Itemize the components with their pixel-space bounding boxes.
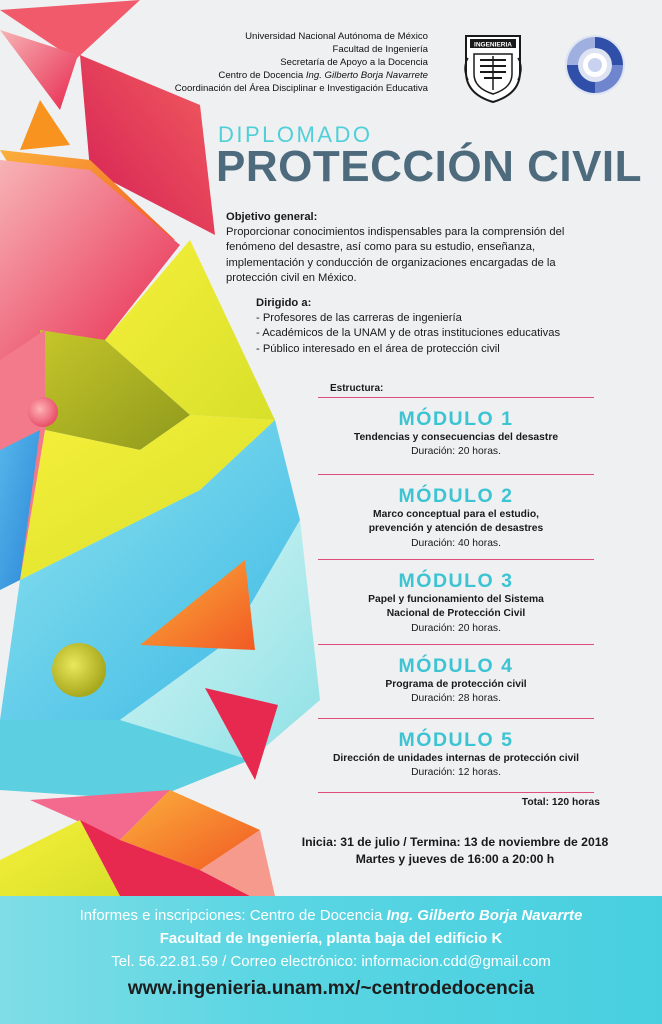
module-name: Papel y funcionamiento del Sistema Nacional de Protección Civil (368, 594, 544, 620)
module-duration: Duración: 40 horas. (411, 537, 501, 549)
contact-footer (0, 896, 662, 1024)
module-name: Marco conceptual para el estudio, prevención y atención de desastres (368, 509, 544, 535)
header-line-5: Coordinación del Área Disciplinar e Investigación Educativa (174, 83, 428, 94)
module-name: Programa de protección civil (385, 679, 527, 690)
institution-header (160, 30, 428, 95)
module-title: MÓDULO 1 (398, 408, 514, 430)
module-title: MÓDULO 2 (398, 485, 514, 507)
module-divider (318, 792, 594, 793)
module-title: MÓDULO 5 (398, 729, 514, 751)
ball-pink (28, 397, 58, 427)
modules-list (318, 397, 594, 793)
module-item (318, 474, 594, 559)
svg-text:INGENIERIA: INGENIERIA (474, 41, 512, 49)
objetivo-section (226, 210, 606, 286)
module-duration: Duración: 20 horas. (411, 622, 501, 634)
module-item (318, 644, 594, 718)
footer-info-line: Informes e inscripciones: Centro de Docencia Ing. Gilberto Borja Navarrte (79, 907, 583, 924)
footer-contact-line: Tel. 56.22.81.59 / Correo electrónico: informacion.cdd@gmail.com (111, 953, 551, 970)
module-item (318, 718, 594, 792)
module-name: Tendencias y consecuencias del desastre (353, 432, 559, 443)
objetivo-text: Proporcionar conocimientos indispensables para la comprensión del fenómeno del desastre, así como para su estudio, enseñanza, implementación y conducción de organizaciones encargadas de la protección civil en México. (226, 226, 565, 284)
page-title: PROTECCIÓN CIVIL (216, 142, 643, 191)
total-hours: Total: 120 horas (521, 797, 600, 808)
dirigido-heading: Dirigido a: (256, 297, 312, 309)
header-line-2: Facultad de Ingeniería (332, 44, 428, 55)
module-duration: Duración: 12 horas. (411, 767, 501, 779)
ball-olive (52, 643, 106, 697)
header-line-1: Universidad Nacional Autónoma de México (245, 31, 428, 42)
objetivo-heading: Objetivo general: (226, 211, 318, 223)
module-item (318, 397, 594, 474)
shape-orange-small (20, 100, 70, 150)
engineering-crest-logo (460, 28, 526, 104)
module-title: MÓDULO 3 (398, 570, 514, 592)
dates-line-1: Inicia: 31 de julio / Termina: 13 de noviembre de 2018 (301, 835, 609, 849)
estructura-label: Estructura: (330, 383, 384, 394)
centro-docencia-logo (562, 32, 628, 98)
schedule-dates (280, 834, 630, 867)
module-duration: Duración: 28 horas. (411, 693, 501, 705)
module-title: MÓDULO 4 (398, 655, 514, 677)
title-diplomado: DIPLOMADO (218, 122, 373, 147)
module-name: Dirección de unidades internas de protección civil (332, 753, 580, 764)
dirigido-section (256, 296, 616, 357)
module-item (318, 559, 594, 644)
dirigido-item: - Profesores de las carreras de ingeniería (256, 312, 462, 325)
dirigido-item: - Académicos de la UNAM y de otras instituciones educativas (256, 327, 561, 340)
footer-url-link[interactable]: www.ingenieria.unam.mx/~centrodedocencia (127, 978, 535, 999)
dates-line-2: Martes y jueves de 16:00 a 20:00 h (355, 851, 555, 866)
dirigido-item: - Público interesado en el área de protección civil (256, 342, 500, 355)
footer-location-line: Facultad de Ingeniería, planta baja del edificio K (159, 930, 503, 947)
header-line-3: Secretaría de Apoyo a la Docencia (280, 57, 428, 68)
module-duration: Duración: 20 horas. (411, 446, 501, 458)
header-line-4: Centro de Docencia Ing. Gilberto Borja Navarrete (218, 70, 428, 81)
